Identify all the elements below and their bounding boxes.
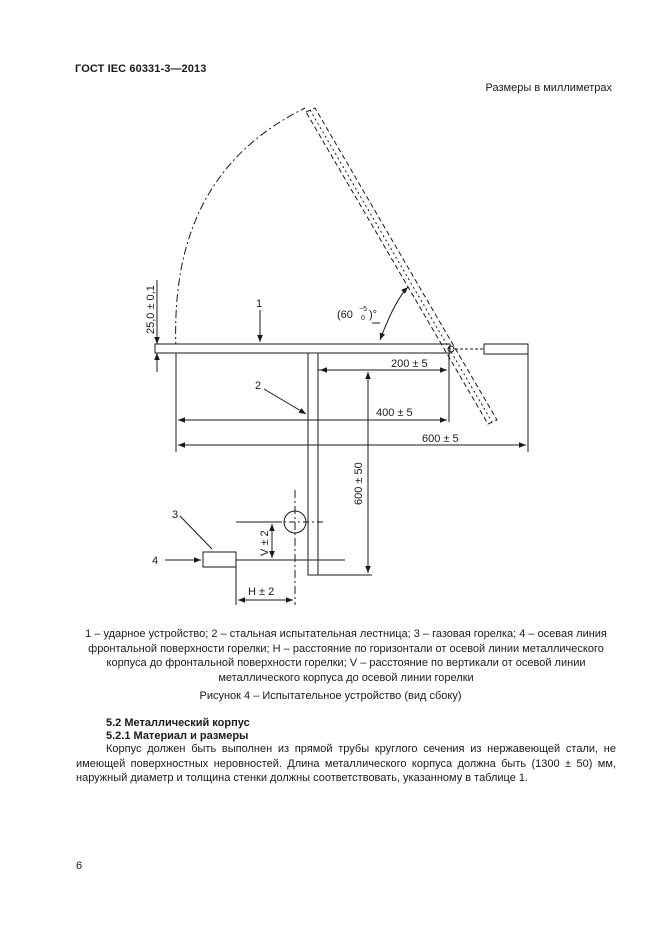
swing-arc <box>176 108 305 350</box>
angle-upper: −5 <box>359 306 367 313</box>
figure-caption: Рисунок 4 – Испытательное устройство (вид сбоку) <box>199 690 462 702</box>
dim-600: 600 ± 5 <box>422 433 459 445</box>
angle-arc <box>380 287 408 340</box>
callout-2: 2 <box>255 380 262 392</box>
dim-400: 400 ± 5 <box>376 407 413 419</box>
callout-4: 4 <box>152 555 159 567</box>
subsection-heading: 5.2.1 Материал и размеры <box>106 730 249 742</box>
gas-burner <box>203 552 236 567</box>
callout-3: 3 <box>172 509 179 521</box>
angle-suffix: )° <box>369 309 378 321</box>
section-heading: 5.2 Металлический корпус <box>106 717 250 729</box>
angle-base: (60 <box>337 309 353 321</box>
impact-beam <box>155 344 450 353</box>
callout-1: 1 <box>256 298 263 310</box>
figure-legend: 1 – ударное устройство; 2 – стальная испытательная лестница; 3 – газовая горелка; 4 – осевая линия фронтальной поверхности горелки; H – расстояние по горизонтали от осевой линии металлического корпуса до фронтальной поверхности горелки; V – расстояние по вертикали от осевой линии металлического корпуса до осевой линии горелки <box>85 628 607 684</box>
dim-h: H ± 2 <box>248 586 275 598</box>
units-note: Размеры в миллиметрах <box>485 82 612 94</box>
page-number: 6 <box>76 860 83 872</box>
beam-extension <box>484 344 528 354</box>
test-ladder <box>308 353 318 575</box>
angle-lower: 0 <box>361 315 365 322</box>
dim-v: V ± 2 <box>259 530 271 556</box>
body-paragraph: Корпус должен быть выполнен из прямой трубы круглого сечения из нержавеющей стали, не имеющей поверхностных неровностей. Длина металлического корпуса должна быть (1300 ± 50) мм, наружный диаметр и толщина стенки должны соответствовать, указанному в таблице 1. <box>76 743 616 784</box>
dim-600-vertical: 600 ± 50 <box>353 462 365 505</box>
standard-header: ГОСТ IEC 60331-3—2013 <box>75 63 207 75</box>
dim-200: 200 ± 5 <box>391 358 428 370</box>
dim-25: 25,0 ± 0,1 <box>145 285 157 334</box>
